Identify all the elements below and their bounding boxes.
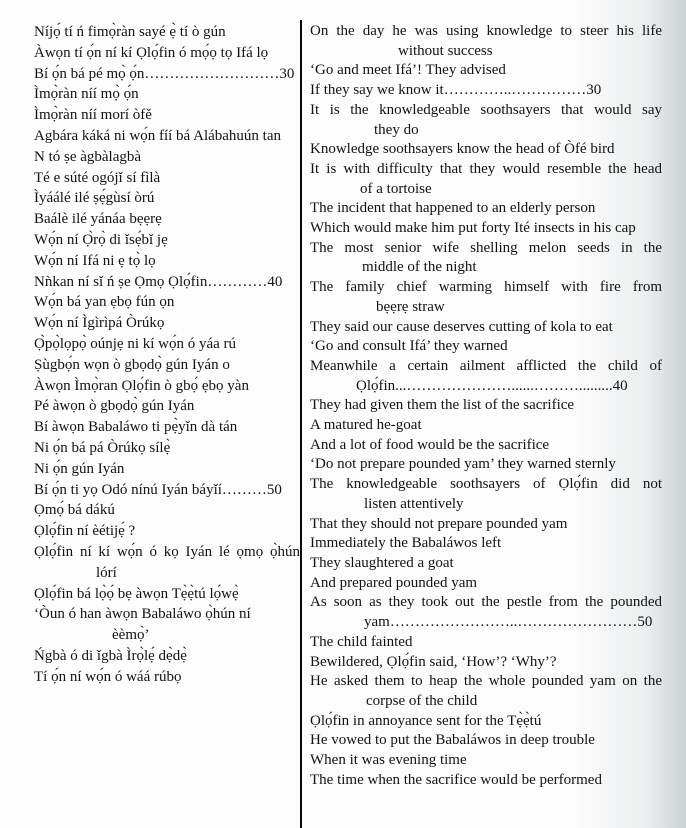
verse-text: And prepared pounded yam [310,574,478,591]
verse-line [310,653,662,673]
verse-turnover: yam……………………..……………………50 [364,614,653,631]
verse-text: The family chief warming himself with fire from [310,279,662,296]
verse-line [34,667,300,688]
verse-line [310,515,662,535]
verse-line [34,376,300,397]
verse-text: The incident that happened to an elderly person [310,200,596,217]
verse-text: The time when the sacrifice would be performed [310,771,602,788]
verse-text: On the day he was using knowledge to steer his life [310,23,662,39]
verse-line [34,64,300,85]
verse-text: Ọlọ́fin in annoyance sent for the Tẹ̀ẹ̀tú [310,712,542,729]
verse-line [34,43,300,64]
verse-text: Ńgbà ó di ǐgbà Ìrọ̀lẹ́ dẹ̀dẹ̀ [34,647,187,664]
verse-line [310,101,662,140]
verse-line [310,712,662,732]
verse-text: Ni ọ́n gún Iyán [34,460,125,477]
verse-text: ‘Go and consult Ifá’ they warned [310,338,508,355]
verse-line [34,251,300,272]
verse-text: Nǹkan ní sǐ ń ṣe Ọmọ Ọlọ́fin…………40 [34,273,283,290]
verse-text: Ọlọ́fin ní kí wọ́n ó kọ Iyán lé ọmọ ọ̀hún [34,543,300,560]
verse-line [34,396,300,417]
verse-text: They had given them the list of the sacrifice [310,397,575,414]
verse-text: When it was evening time [310,752,467,769]
verse-line [34,459,300,480]
verse-text: The knowledgeable soothsayers of Ọlọ́fin did not [310,476,662,493]
verse-text: That they should not prepare pounded yam [310,515,568,532]
verse-text: ‘Go and meet Ifá’! They advised [310,62,506,79]
verse-text: He asked them to heap the whole pounded yam on the [310,673,662,690]
verse-text: N tó ṣe àgbàlagbà [34,148,142,165]
verse-line [310,160,662,199]
verse-line [310,140,662,160]
verse-line [310,318,662,338]
verse-text: Ìmọ̀ràn níí morí òfě [34,107,152,124]
verse-line [34,209,300,230]
verse-line [310,22,662,61]
verse-line [34,272,300,293]
verse-text: Ṣùgbọ́n wọn ò gbọdọ̀ gún Iyán o [34,356,230,373]
verse-text: As soon as they took out the pestle from the pounded [310,594,662,611]
verse-turnover: lórí [96,564,117,581]
verse-text: It is with difficulty that they would resemble the head [310,160,662,177]
verse-line [34,292,300,313]
verse-line [310,61,662,81]
verse-line [34,604,300,646]
verse-line [310,199,662,219]
verse-text: Ìmọ̀ràn níí mọ̀ ọ́n [34,86,139,103]
verse-line [34,438,300,459]
verse-line [310,751,662,771]
verse-line [34,646,300,667]
verse-line [310,534,662,554]
verse-text: Wọ́n ní Ìgìrìpá Òrúkọ [34,315,165,332]
verse-line [34,500,300,521]
verse-text: Ọ̀pọ̀lọpọ̀ oúnjẹ ni kí wọ́n ó yáa rú [34,335,237,352]
verse-text: It is the knowledgeable soothsayers that would say [310,101,662,118]
verse-text: Àwọn Ìmọ̀ran Ọlọ́fin ò gbọ́ ẹbọ yàn [34,377,249,394]
verse-text: The child fainted [310,633,413,650]
column-divider [300,20,302,828]
verse-line [310,416,662,436]
verse-text: Té e súté ogójǐ sí fìlà [34,169,161,186]
verse-text: He vowed to put the Babaláwos in deep trouble [310,732,595,749]
verse-line [310,771,662,791]
verse-text: ‘Do not prepare pounded yam’ they warned sternly [310,456,616,473]
verse-text: Ọlọ́fin ní èétijẹ́ ? [34,523,136,540]
verse-text: Which would make him put forty Ité insects in his cap [310,220,636,237]
verse-line [310,337,662,357]
verse-turnover: middle of the night [362,259,477,276]
verse-text: Ọlọ́fin bá lọ̀ọ́ bẹ àwọn Tẹ̀ẹ̀tú lọ́wẹ̀ [34,585,239,602]
verse-line [34,84,300,105]
verse-text: A matured he-goat [310,417,422,434]
verse-text: If they say we know it…………..……………30 [310,82,602,99]
verse-text: Ìyáálé ilé ṣẹ́gùsí òrú [34,190,155,207]
verse-text: Agbára káká ni wọ́n fíí bá Alábahuún tan [34,127,282,144]
verse-line [34,355,300,376]
verse-turnover: without success [398,42,493,59]
verse-turnover: of a tortoise [360,180,432,197]
verse-turnover: Ọlọ́fin...…………………......……….........40 [356,377,628,394]
verse-line [310,475,662,514]
english-translation-column [310,22,662,790]
verse-line [310,278,662,317]
verse-line [34,230,300,251]
yoruba-verse-column [34,22,300,688]
verse-text: Meanwhile a certain ailment afflicted the child of [310,357,662,374]
verse-line [310,593,662,632]
verse-text: Ni ọ́n bá pá Òrúkọ sílẹ̀ [34,439,171,456]
verse-line [34,334,300,355]
verse-line [34,417,300,438]
verse-turnover: èèmọ̀’ [112,627,150,644]
verse-text: Pé àwọn ò gbọdọ̀ gún Iyán [34,398,195,415]
verse-line [34,542,300,584]
verse-text: Wọ́n ní Ọ̀rọ̀ di ǐsẹ́bǐ jẹ [34,231,168,248]
verse-text: Níjọ́ tí ń fimọ̀ràn sayé ẹ̀ tí ò gún [34,24,226,40]
verse-line [310,81,662,101]
verse-line [34,313,300,334]
verse-line [310,633,662,653]
verse-line [310,219,662,239]
verse-line [310,455,662,475]
verse-line [310,396,662,416]
verse-line [34,584,300,605]
verse-line [310,436,662,456]
verse-line [34,168,300,189]
verse-line [310,357,662,396]
verse-text: Wọ́n bá yan ẹbọ fún ọn [34,294,175,311]
verse-line [34,188,300,209]
verse-text: ‘Òun ó han àwọn Babaláwo ọ̀hún ní [34,606,251,623]
verse-text: And a lot of food would be the sacrifice [310,436,550,453]
verse-line [34,147,300,168]
verse-text: Immediately the Babaláwos left [310,535,502,552]
verse-text: Àwọn tí ọ́n ní kí Ọlọ́fin ó mọ́ọ tọ Ifá lọ [34,44,269,61]
verse-turnover: listen attentively [364,495,464,512]
verse-turnover: corpse of the child [366,692,478,709]
verse-text: Wọ́n ní Ifá ni ẹ tọ̀ lọ [34,252,156,269]
verse-line [34,480,300,501]
verse-text: They said our cause deserves cutting of kola to eat [310,318,613,335]
verse-text: Knowledge soothsayers know the head of Òfé bird [310,141,615,158]
verse-text: Ọmọ́ bá dákú [34,502,115,519]
verse-line [34,22,300,43]
verse-line [310,239,662,278]
verse-text: The most senior wife shelling melon seeds in the [310,239,662,256]
verse-line [310,731,662,751]
verse-text: Bewildered, Ọlọ́fin said, ‘How’? ‘Why’? [310,653,557,670]
verse-text: Bí ọ́n bá pé mọ̀ ọ́n………………………30 [34,65,295,82]
verse-line [310,672,662,711]
verse-text: Bí ọ́n ti yọ Odó nínú Iyán báyǐí………50 [34,481,282,498]
verse-text: Tí ọ́n ní wọ́n ó wáá rúbọ [34,668,182,685]
verse-turnover: they do [374,121,419,138]
verse-line [310,574,662,594]
verse-text: Bí àwọn Babaláwo ti pẹ̀yǐn dà tán [34,419,238,436]
verse-text: They slaughtered a goat [310,554,454,571]
verse-line [310,554,662,574]
verse-turnover: bẹẹrẹ straw [376,298,445,315]
verse-text: Baálè ilé yánáa bẹẹrẹ [34,211,162,228]
verse-line [34,126,300,147]
verse-line [34,521,300,542]
verse-line [34,105,300,126]
